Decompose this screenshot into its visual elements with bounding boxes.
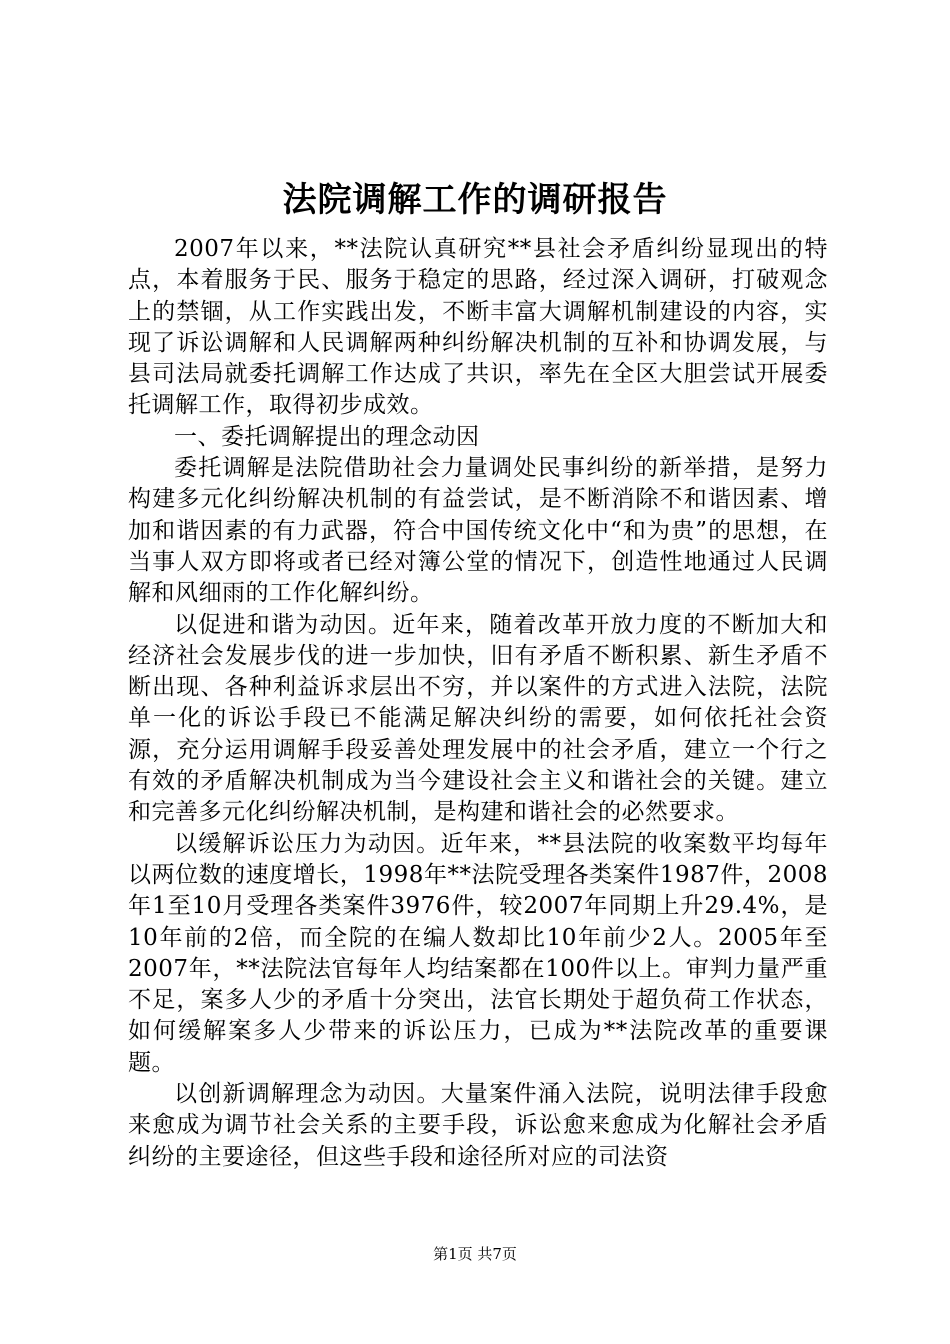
paragraph-harmony: 以促进和谐为动因。近年来，随着改革开放力度的不断加大和经济社会发展步伐的进一步加快，旧有矛盾不断积累、新生矛盾不断出现、各种利益诉求层出不穷，并以案件的方式进入法院，法院单一化的诉讼手段已不能满足解决纠纷的需要，如何依托社会资源，充分运用调解手段妥善处理发展中的社会矛盾，建立一个行之有效的矛盾解决机制成为当今建设社会主义和谐社会的关键。建立和完善多元化纠纷解决机制，是构建和谐社会的必然要求。 [128, 611, 828, 826]
page-footer: 第1页 共7页 [433, 1245, 517, 1263]
document-body [128, 234, 828, 1173]
document-title: 法院调解工作的调研报告 [282, 180, 668, 220]
section-heading-1: 一、委托调解提出的理念动因 [174, 423, 480, 450]
paragraph-innovation: 以创新调解理念为动因。大量案件涌入法院，说明法律手段愈来愈成为调节社会关系的主要手段，诉讼愈来愈成为化解社会矛盾纠纷的主要途径，但这些手段和途径所对应的司法资 [128, 1081, 828, 1170]
paragraph-definition: 委托调解是法院借助社会力量调处民事纠纷的新举措，是努力构建多元化纠纷解决机制的有益尝试，是不断消除不和谐因素、增加和谐因素的有力武器，符合中国传统文化中“和为贵”的思想，在当事人双方即将或者已经对簿公堂的情况下，创造性地通过人民调解和风细雨的工作化解纠纷。 [128, 455, 828, 607]
paragraph-intro: 2007年以来，**法院认真研究**县社会矛盾纠纷显现出的特点，本着服务于民、服务于稳定的思路，经过深入调研，打破观念上的禁锢，从工作实践出发，不断丰富大调解机制建设的内容，实现了诉讼调解和人民调解两种纠纷解决机制的互补和协调发展，与县司法局就委托调解工作达成了共识，率先在全区大胆尝试开展委托调解工作，取得初步成效。 [128, 236, 828, 419]
paragraph-litigation-pressure: 以缓解诉讼压力为动因。近年来，**县法院的收案数平均每年以两位数的速度增长，1998年**法院受理各类案件1987件，2008年1至10月受理各类案件3976件，较2007年同期上升29.4%，是10年前的2倍，而全院的在编人数却比10年前少2人。2005年至2007年，**法院法官每年人均结案都在100件以上。审判力量严重不足，案多人少的矛盾十分突出，法官长期处于超负荷工作状态，如何缓解案多人少带来的诉讼压力，已成为**法院改革的重要课题。 [128, 830, 828, 1076]
